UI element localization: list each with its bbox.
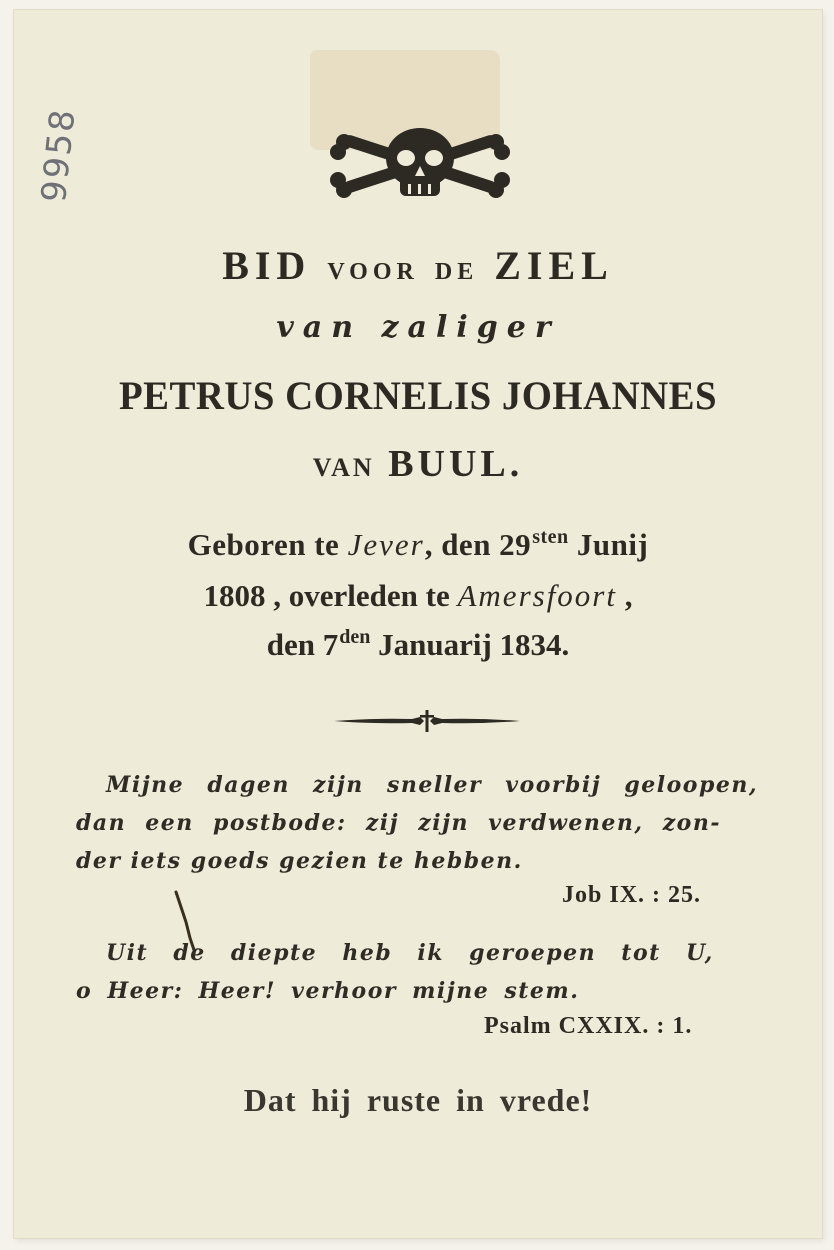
heading-bid: BID: [222, 243, 312, 288]
cross-divider-icon: [332, 706, 522, 736]
closing-prayer: Dat hij ruste in vrede!: [243, 1082, 593, 1118]
verse1-line2: dan een postbode: zij zijn verdwenen, zon-: [76, 810, 721, 836]
inventory-number: 9958: [34, 105, 84, 205]
skull-crossbones-icon: [330, 120, 510, 220]
birth-date-text: , den 29: [424, 527, 532, 562]
verse1-reference: Job IX. : 25.: [562, 882, 702, 908]
memorial-card: [14, 10, 822, 1238]
verse2-line1: Uit de diepte heb ik geroepen tot U,: [106, 940, 714, 966]
deathplace: Amersfoort: [457, 578, 617, 613]
birthplace: Jever: [347, 527, 425, 562]
death-date-rest: Januarij 1834.: [370, 627, 570, 662]
death-comma: ,: [616, 578, 633, 613]
birth-date-suffix: sten: [532, 526, 569, 548]
deceased-name: PETRUS CORNELIS JOHANNES: [118, 373, 718, 418]
death-text: 1808 , overleden te: [203, 578, 458, 613]
verse1-line3: der iets goeds gezien te hebben.: [76, 848, 523, 874]
death-date-suffix: den: [339, 626, 371, 648]
heading-ziel: ZIEL: [494, 243, 614, 288]
birth-text: Geboren te: [187, 527, 348, 562]
verse2-line2: o Heer: Heer! verhoor mijne stem.: [76, 978, 580, 1004]
death-line: [14, 578, 822, 614]
birth-line: [14, 526, 822, 563]
heading-bid-voor-de-ziel: [14, 242, 822, 289]
death-date-line: [14, 626, 822, 663]
heading-de: DE: [434, 259, 479, 285]
verse1-line1: Mijne dagen zijn sneller voorbij geloopen,: [106, 772, 758, 798]
heading-voor: VOOR: [327, 259, 419, 285]
verse2-reference: Psalm CXXIX. : 1.: [484, 1013, 693, 1039]
deceased-surname: [14, 442, 822, 486]
surname: BUUL.: [388, 443, 524, 485]
surname-prefix: VAN: [312, 453, 375, 482]
heading-van-zaliger: van zaliger: [276, 310, 560, 345]
death-date-text: den 7: [266, 627, 339, 662]
birth-month: Junij: [568, 527, 649, 562]
